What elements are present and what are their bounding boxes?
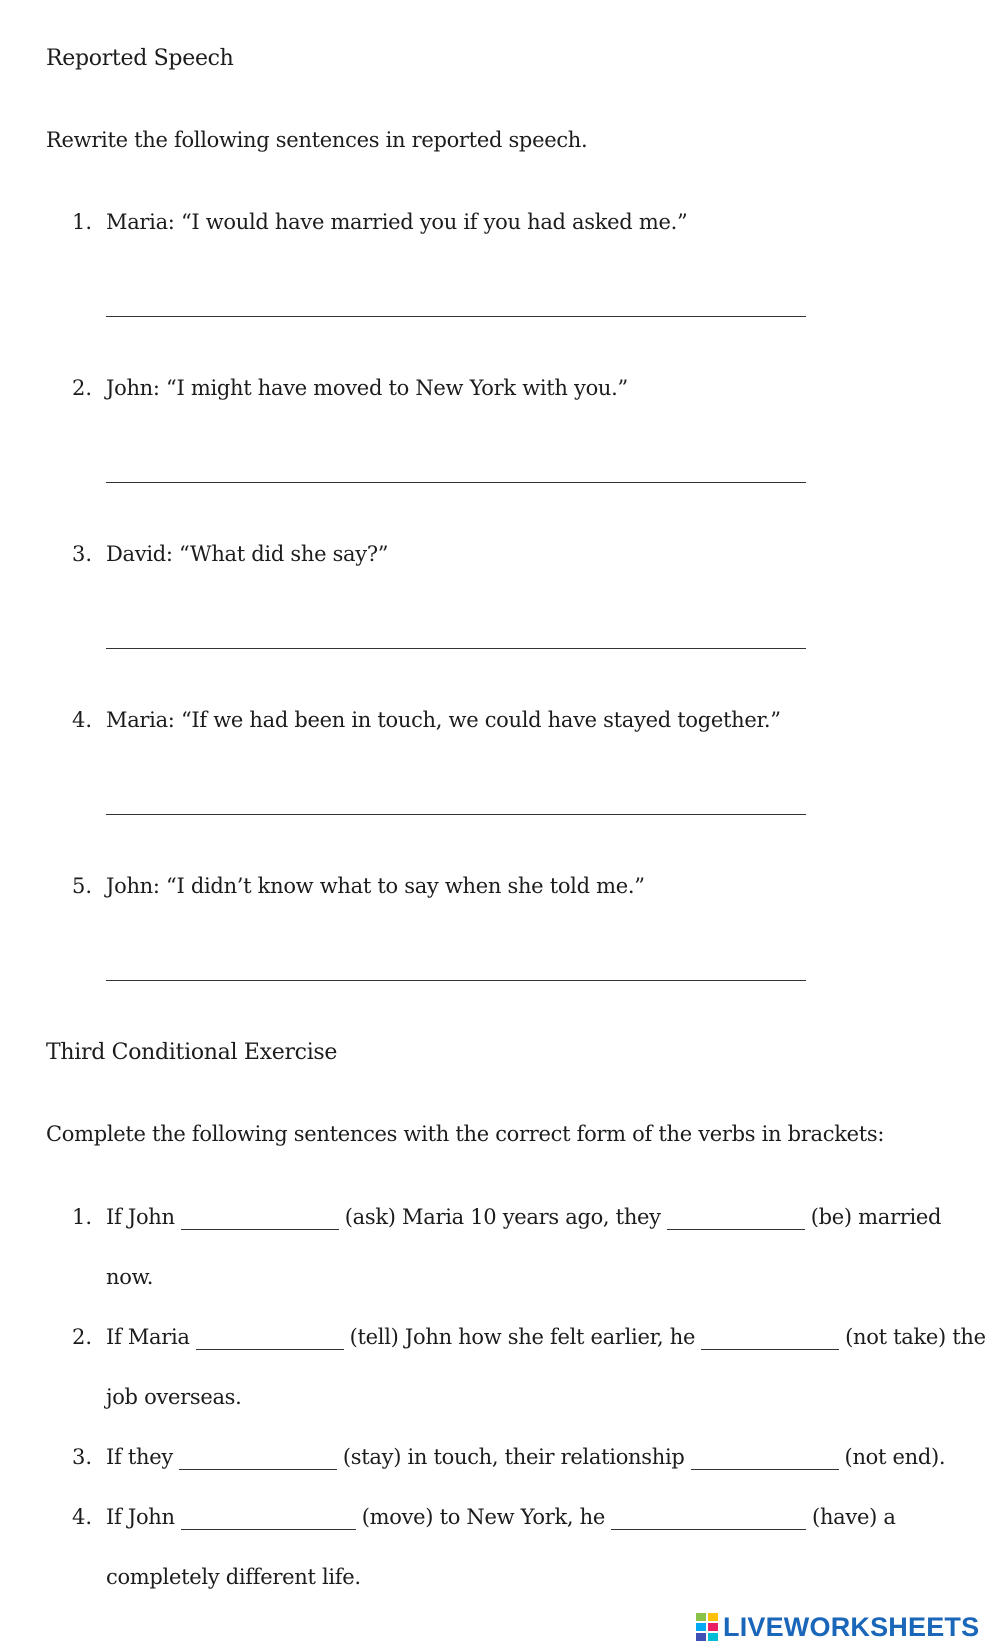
item-number: 4. <box>71 708 92 732</box>
logo-text: LIVEWORKSHEETS <box>723 1611 980 1642</box>
sentence-part: If John <box>106 1505 175 1529</box>
item-number: 1. <box>71 210 92 234</box>
item-number: 2. <box>71 1325 92 1349</box>
sentence-part: (stay) in touch, their relationship <box>342 1445 685 1469</box>
sentence-prompt: Maria: “If we had been in touch, we could have stayed together.” <box>106 708 781 732</box>
sentence-continuation: now. <box>106 1265 154 1289</box>
answer-line[interactable] <box>106 648 806 649</box>
answer-line[interactable] <box>106 980 806 981</box>
sentence-prompt: David: “What did she say?” <box>106 542 389 566</box>
verb-blank-input[interactable] <box>181 1209 339 1230</box>
item-number: 2. <box>71 376 92 400</box>
sentence-prompt: John: “I didn’t know what to say when she told me.” <box>106 874 645 898</box>
verb-blank-input[interactable] <box>691 1449 839 1470</box>
sentence-part: (tell) John how she felt earlier, he <box>349 1325 696 1349</box>
verb-blank-input[interactable] <box>196 1329 344 1350</box>
sentence-part: (not end). <box>844 1445 946 1469</box>
verb-blank-input[interactable] <box>701 1329 839 1350</box>
instruction-third-conditional: Complete the following sentences with the correct form of the verbs in brackets: <box>46 1122 885 1146</box>
answer-line[interactable] <box>106 482 806 483</box>
item-number: 3. <box>71 542 92 566</box>
sentence-prompt: Maria: “I would have married you if you had asked me.” <box>106 210 688 234</box>
section-title-reported-speech: Reported Speech <box>46 46 234 71</box>
sentence-part: (be) married <box>810 1205 942 1229</box>
item-number: 1. <box>71 1205 92 1229</box>
sentence-continuation: completely different life. <box>106 1565 361 1589</box>
sentence-part: If they <box>106 1445 173 1469</box>
verb-blank-input[interactable] <box>611 1509 806 1530</box>
sentence-continuation: job overseas. <box>106 1385 242 1409</box>
conditional-sentence <box>106 1505 896 1530</box>
liveworksheets-logo-icon <box>696 1613 718 1641</box>
liveworksheets-logo <box>696 1612 979 1642</box>
verb-blank-input[interactable] <box>667 1209 805 1230</box>
conditional-sentence <box>106 1205 941 1230</box>
sentence-part: (move) to New York, he <box>361 1505 606 1529</box>
verb-blank-input[interactable] <box>179 1449 337 1470</box>
item-number: 5. <box>71 874 92 898</box>
instruction-reported-speech: Rewrite the following sentences in reported speech. <box>46 128 588 152</box>
sentence-part: (not take) the <box>845 1325 986 1349</box>
answer-line[interactable] <box>106 316 806 317</box>
item-number: 3. <box>71 1445 92 1469</box>
item-number: 4. <box>71 1505 92 1529</box>
verb-blank-input[interactable] <box>181 1509 356 1530</box>
sentence-part: (have) a <box>812 1505 896 1529</box>
section-title-third-conditional: Third Conditional Exercise <box>46 1040 338 1065</box>
conditional-sentence <box>106 1445 945 1470</box>
conditional-sentence <box>106 1325 986 1350</box>
sentence-part: If John <box>106 1205 175 1229</box>
sentence-prompt: John: “I might have moved to New York with you.” <box>106 376 628 400</box>
sentence-part: If Maria <box>106 1325 190 1349</box>
sentence-part: (ask) Maria 10 years ago, they <box>344 1205 661 1229</box>
answer-line[interactable] <box>106 814 806 815</box>
